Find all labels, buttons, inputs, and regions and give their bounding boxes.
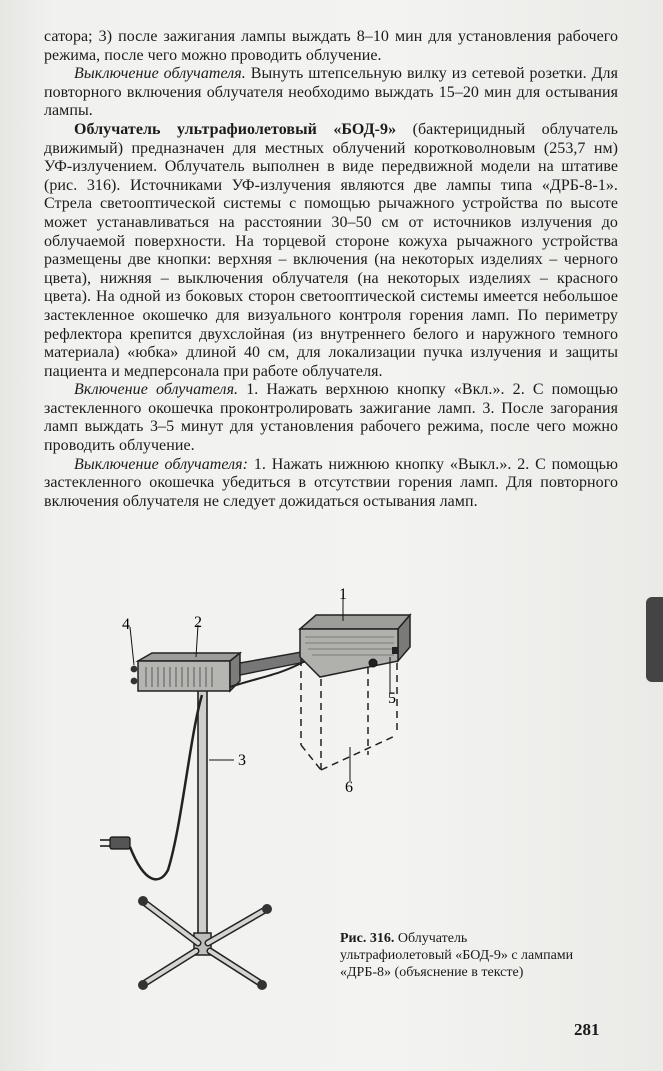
skirt-outline (301, 659, 397, 770)
figure-label-4: 4 (122, 616, 130, 633)
lamp-head (300, 629, 398, 677)
plug-icon (110, 837, 130, 849)
figure-label-2: 2 (194, 614, 202, 631)
paragraph (44, 121, 618, 381)
off-button (131, 678, 138, 685)
body-text (44, 28, 618, 511)
italic-heading: Включение облучателя. (74, 381, 239, 399)
on-button (131, 666, 138, 673)
italic-heading: Выключение облучателя: (74, 455, 249, 473)
caption-text: Облучатель ультрафиолетовый «БОД-9» с лампами «ДРБ-8» (объяснение в тексте) (340, 931, 574, 980)
paragraph-text: Вынуть штепсельную вилку из сетевой розетки. Для повторного включения облучателя необходимо выждать 15–20 мин для остывания лампы. (44, 65, 618, 120)
inspection-window (392, 647, 398, 654)
paragraph-text: 1. Нажать верхнюю кнопку «Вкл.». 2. С помощью застекленного окошечка проконтролировать зажигание ламп. 3. После загорания ламп выждать 3–5 минут для установления рабочего режима, после чего можно проводить облучение. (44, 381, 618, 455)
figure-label-6: 6 (345, 779, 353, 796)
paragraph (44, 381, 618, 455)
power-cable (130, 695, 202, 879)
caption-label: Рис. 316. (340, 931, 395, 946)
bold-heading: Облучатель ультрафиолетовый «БОД-9» (74, 120, 397, 138)
paragraph-text: 1. Нажать нижнюю кнопку «Выкл.». 2. С помощью застекленного окошечка убедиться в отсутствии горения ламп. Для повторного включения облучателя не следует дожидаться остывания ламп. (44, 455, 618, 510)
stand-pole (198, 685, 207, 947)
paragraph (44, 28, 618, 65)
paragraph-text: (бактерицидный облучатель движимый) предназначен для местных облучений коротковолновым (253,7 нм) УФ-излучением. Облучатель выполнен в виде передвижной модели на штативе (рис. 316). Источниками УФ-излучения являются две лампы типа «ДРБ-8-1». Стрела светооптической системы с помощью рычажного устройства по высоте может устанавливаться на расстоянии 30–50 см от источников излучения до облучаемой поверхности. На торцевой стороне кожуха рычажного устройства размещены две кнопки: верхняя – включения (на некоторых изделиях – черного цвета), нижняя – выключения облучателя (на некоторых изделиях – красного цвета). На одной из боковых сторон светооптической системы имеется небольшое застекленное окошечко для визуального контроля горения ламп. По периметру рефлектора крепится двухслойная (из внутреннего белого и наружного темного материала) «юбка» длиной 40 см, для локализации пучка излучения и защиты пациента и медперсонала при работе облучателя. (44, 120, 618, 380)
paragraph (44, 65, 618, 121)
figure-label-3: 3 (238, 752, 246, 769)
paragraph-text: сатора; 3) после зажигания лампы выждать 8–10 мин для установления рабочего режима, после чего можно проводить облучение. (44, 28, 618, 64)
thumb-index-tab (646, 597, 663, 682)
figure-label-1: 1 (339, 586, 347, 603)
paragraph (44, 456, 618, 512)
figure-caption (340, 930, 580, 981)
italic-heading: Выключение облучателя. (74, 65, 246, 83)
figure-label-5: 5 (388, 690, 396, 707)
page-number: 281 (574, 1020, 600, 1039)
